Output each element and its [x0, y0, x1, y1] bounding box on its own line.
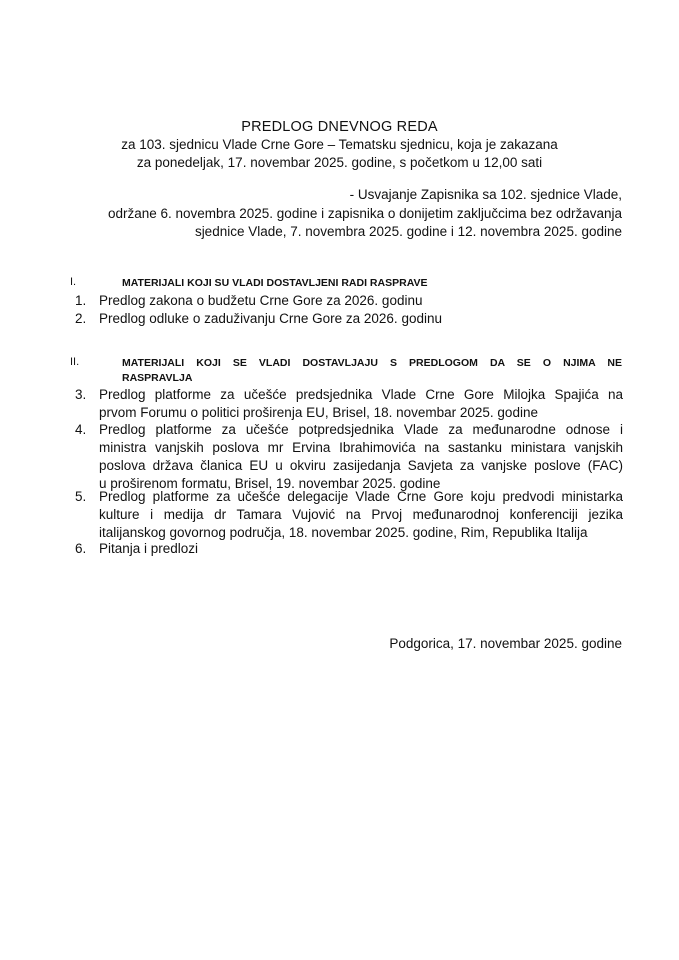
agenda-item [75, 292, 623, 310]
intro-line-1: - Usvajanje Zapisnika sa 102. sjednice Vlade, [349, 187, 622, 202]
agenda-item [75, 386, 623, 422]
section-1-heading: MATERIJALI KOJI SU VLADI DOSTAVLJENI RADI RASPRAVE [122, 277, 428, 289]
item-text-line: u proširenom formatu, Brisel, 19. novembar 2025. godine [99, 476, 441, 491]
section-1-number: I. [70, 276, 77, 288]
section-2-number: II. [70, 356, 80, 368]
item-text-line: Predlog platforme za učešće potpredsjednika Vlade za međunarodne odnose i [99, 422, 623, 437]
section-2-heading-line-2: RASPRAVLJA [122, 372, 193, 384]
item-text: Predlog zakona o budžetu Crne Gore za 2026. godinu [99, 293, 423, 308]
item-text-line: Predlog platforme za učešće delegacije Vlade Crne Gore koju predvodi ministarka [99, 489, 623, 504]
item-number: 3. [75, 387, 87, 402]
document-title: PREDLOG DNEVNOG REDA [241, 119, 438, 135]
item-text-line: poslova država članica EU u okviru zasijedanja Savjeta za vanjske poslove (FAC) [99, 458, 623, 473]
document-header [0, 118, 679, 172]
session-info-line-2: za ponedeljak, 17. novembar 2025. godine, s početkom u 12,00 sati [136, 155, 543, 170]
item-text-line: prvom Forumu o politici proširenja EU, Brisel, 18. novembar 2025. godine [99, 405, 538, 420]
place-and-date: Podgorica, 17. novembar 2025. godine [389, 636, 622, 651]
agenda-item [75, 310, 623, 328]
item-text-line: Predlog platforme za učešće predsjednika Vlade Crne Gore Milojka Spajića na [99, 387, 623, 402]
intro-line-2: održane 6. novembra 2025. godine i zapisnika o donijetim zaključcima bez održavanja [107, 205, 622, 221]
agenda-item [75, 540, 623, 558]
item-text-line: ministra vanjskih poslova mr Ervina Ibrahimovića na sastanku ministara vanjskih [99, 440, 623, 455]
item-text-line: kulture i medija dr Tamara Vujović na Prvoj međunarodnoj konferenciji jezika [99, 507, 623, 522]
session-info-line-1: za 103. sjednicu Vlade Crne Gore – Tematsku sjednicu, koja je zakazana [121, 137, 558, 152]
intro-line-3: sjednice Vlade, 7. novembra 2025. godine i 12. novembra 2025. godine [194, 224, 622, 239]
item-number: 4. [75, 422, 87, 437]
section-2-heading [122, 356, 622, 386]
item-text-line: italijanskog govornog područja, 18. novembar 2025. godine, Rim, Republika Italija [99, 525, 588, 540]
minutes-adoption-item [108, 186, 622, 242]
section-2-heading-line-1: MATERIJALI KOJI SE VLADI DOSTAVLJAJU S PREDLOGOM DA SE O NJIMA NE [122, 357, 622, 369]
item-number: 5. [75, 489, 87, 504]
agenda-item [75, 421, 623, 493]
item-text: Predlog odluke o zaduživanju Crne Gore za 2026. godinu [99, 311, 442, 326]
agenda-item [75, 488, 623, 542]
item-text: Pitanja i predlozi [99, 541, 199, 556]
item-number: 1. [75, 293, 87, 308]
item-number: 6. [75, 541, 87, 556]
item-number: 2. [75, 311, 87, 326]
